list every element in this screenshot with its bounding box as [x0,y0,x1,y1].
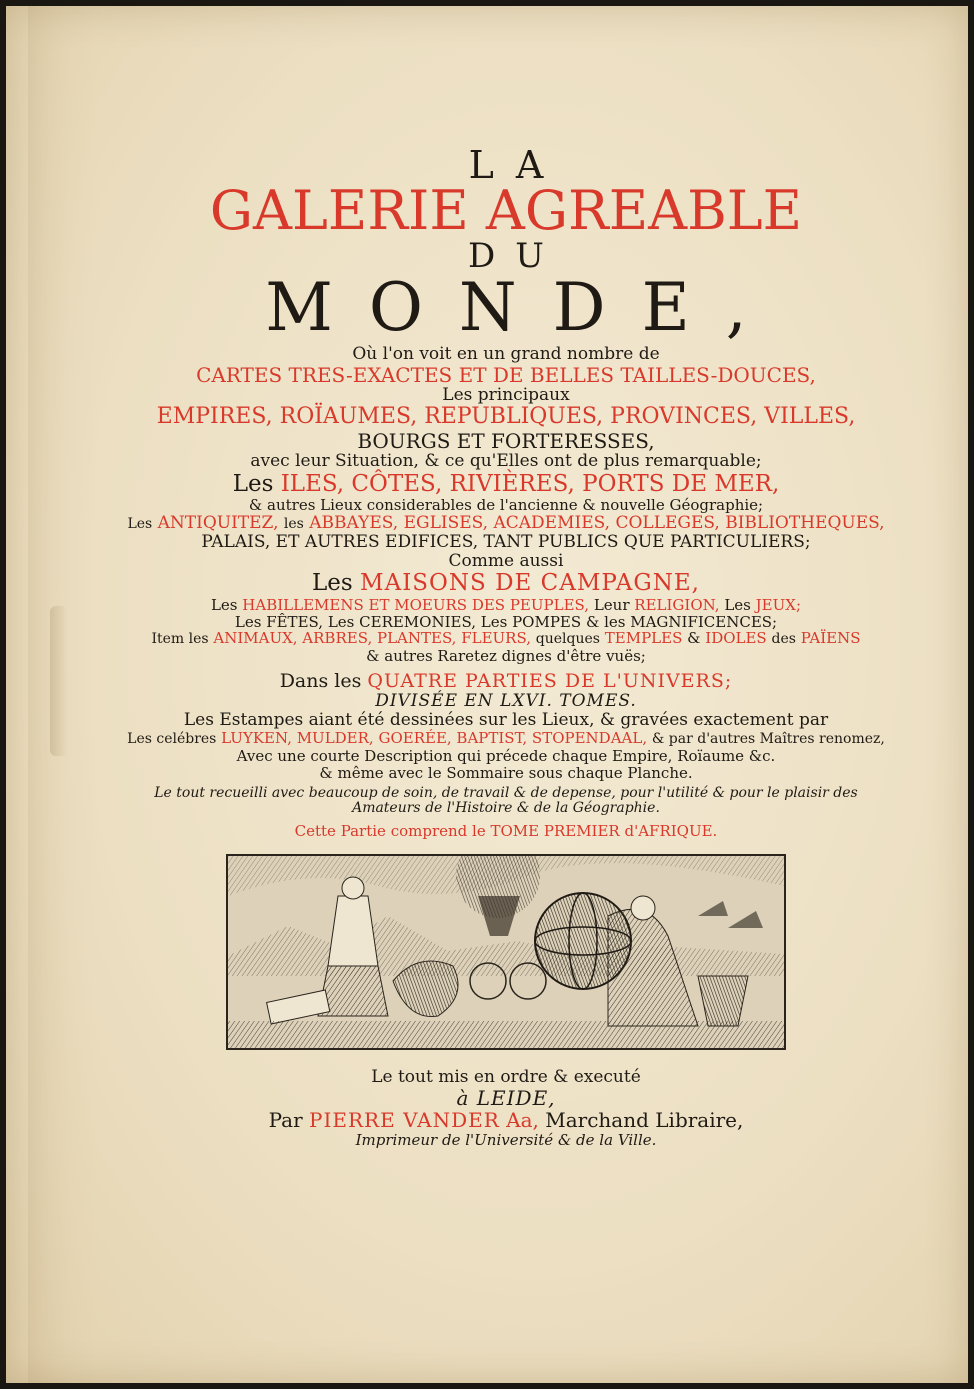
fetes-les3: Les [480,612,508,631]
antiquitez-les: les [283,516,304,533]
cartes-line: CARTES TRES-EXACTES ET DE BELLES TAILLES-DOUCES, [196,363,816,388]
parties-text: QUATRE PARTIES DE L'UNIVERS; [367,669,733,692]
animaux-idoles: IDOLES [705,629,767,648]
antiquitez-prefix: Les [127,516,153,533]
paper-stain [50,606,68,756]
graveurs-line [126,730,886,748]
antiquitez-word: ANTIQUITEZ, [157,513,279,534]
estampes-line: Les Estampes aiant été dessinées sur les Lieux, & gravées exactement par [183,710,829,731]
imprint-aa: Aa, [506,1108,539,1133]
subtitle-line: Où l'on voit en un grand nombre de [352,344,660,364]
imprint-libraire: Marchand Libraire, [545,1108,744,1133]
situation-line: avec leur Situation, & ce qu'Elles ont de plus remarquable; [250,451,762,472]
animaux-paiens: PAÏENS [800,629,861,648]
fetes-and: & les [585,612,626,631]
title-du: DU [468,236,564,277]
title-page [6,6,968,1383]
hab-jeux: JEUX; [755,595,802,614]
hab-religion: RELIGION, [634,595,720,614]
tomes-line: DIVISÉE EN LXVI. TOMES. [375,691,637,712]
animaux-des: des [771,631,796,648]
iles-line [126,472,886,498]
lieux-line: & autres Lieux considerables de l'ancienne & nouvelle Géographie; [248,496,764,515]
antiquitez-line [126,514,886,533]
graveurs-suffix: & par d'autres Maîtres renomez, [651,731,885,748]
title-galerie-agreable: GALERIE AGREABLE [209,178,803,242]
allegorical-engraving-image [228,856,784,1048]
abbayes-list: ABBAYES, EGLISES, ACADEMIES, COLLEGES, BIBLIOTHEQUES, [309,513,885,534]
animaux-temples: TEMPLES [604,629,683,648]
animaux-line [126,630,886,648]
principaux-line: Les principaux [442,385,570,406]
imprint-imprimeur: Imprimeur de l'Université & de la Ville. [355,1130,657,1149]
raretez-line: & autres Raretez dignes d'être vuës; [366,647,646,666]
title-monde: MONDE, [265,269,783,347]
fetes-ceremonies: CEREMONIES, [359,612,476,631]
iles-prefix: Les [232,470,274,497]
fetes-pompes: POMPES [512,612,582,631]
imprint-leide: à LEIDE, [456,1085,556,1110]
graveurs-names: LUYKEN, MULDER, GOERÉE, BAPTIST, STOPENDAAL, [221,729,648,748]
imprint-block [126,1068,886,1149]
sommaire-line: & même avec le Sommaire sous chaque Planche. [319,763,693,782]
animaux-list: ANIMAUX, ARBRES, PLANTES, FLEURS, [213,629,531,648]
imprint-publisher-name: PIERRE VANDER [309,1108,500,1133]
parties-prefix: Dans les [279,669,362,692]
hab-les: Les [210,595,238,614]
description-line: Avec une courte Description qui précede chaque Empire, Roïaume &c. [236,746,776,765]
imprint-par: Par [268,1108,303,1133]
comme-aussi-line: Comme aussi [448,551,564,572]
bourgs-line: BOURGS ET FORTERESSES, [357,429,655,454]
fetes-les: Les [234,612,262,631]
hab-les2: Les [724,595,751,614]
fetes-word: FÊTES, [266,612,324,631]
graveurs-prefix: Les celébres [127,731,217,748]
hab-leur: Leur [593,595,630,614]
fetes-les2: Les [327,612,355,631]
title-la: LA [468,143,566,187]
recueilli-line: Le tout recueilli avec beaucoup de soin, de travail & de depense, pour l'utilité & pour le plaisir des [154,784,858,801]
animaux-quelques: quelques [535,631,600,648]
engraving-vignette [226,854,786,1050]
imprint-mis-en-ordre: Le tout mis en ordre & executé [371,1066,641,1087]
maisons-line [126,571,886,597]
imprint-publisher-line [126,1109,886,1131]
amateurs-line: Amateurs de l'Histoire & de la Géographie. [352,800,660,817]
title-text-block [126,144,886,1148]
fetes-line [126,614,886,631]
animaux-item: Item les [151,631,209,648]
maisons-text: MAISONS DE CAMPAGNE, [360,570,700,597]
palais-line: PALAIS, ET AUTRES EDIFICES, TANT PUBLICS QUE PARTICULIERS; [201,532,811,553]
parties-line [126,671,886,692]
fetes-magnificences: MAGNIFICENCES; [630,612,778,631]
empires-line: EMPIRES, ROÏAUMES, REPUBLIQUES, PROVINCES, VILLES, [156,404,856,430]
hab-text: HABILLEMENS ET MOEURS DES PEUPLES, [242,595,590,614]
iles-text: ILES, CÔTES, RIVIÈRES, PORTS DE MER, [280,470,780,497]
tome-line: Cette Partie comprend le TOME PREMIER d'AFRIQUE. [294,821,718,840]
maisons-prefix: Les [312,570,353,597]
animaux-and: & [687,629,701,648]
habillemens-line [126,597,886,614]
